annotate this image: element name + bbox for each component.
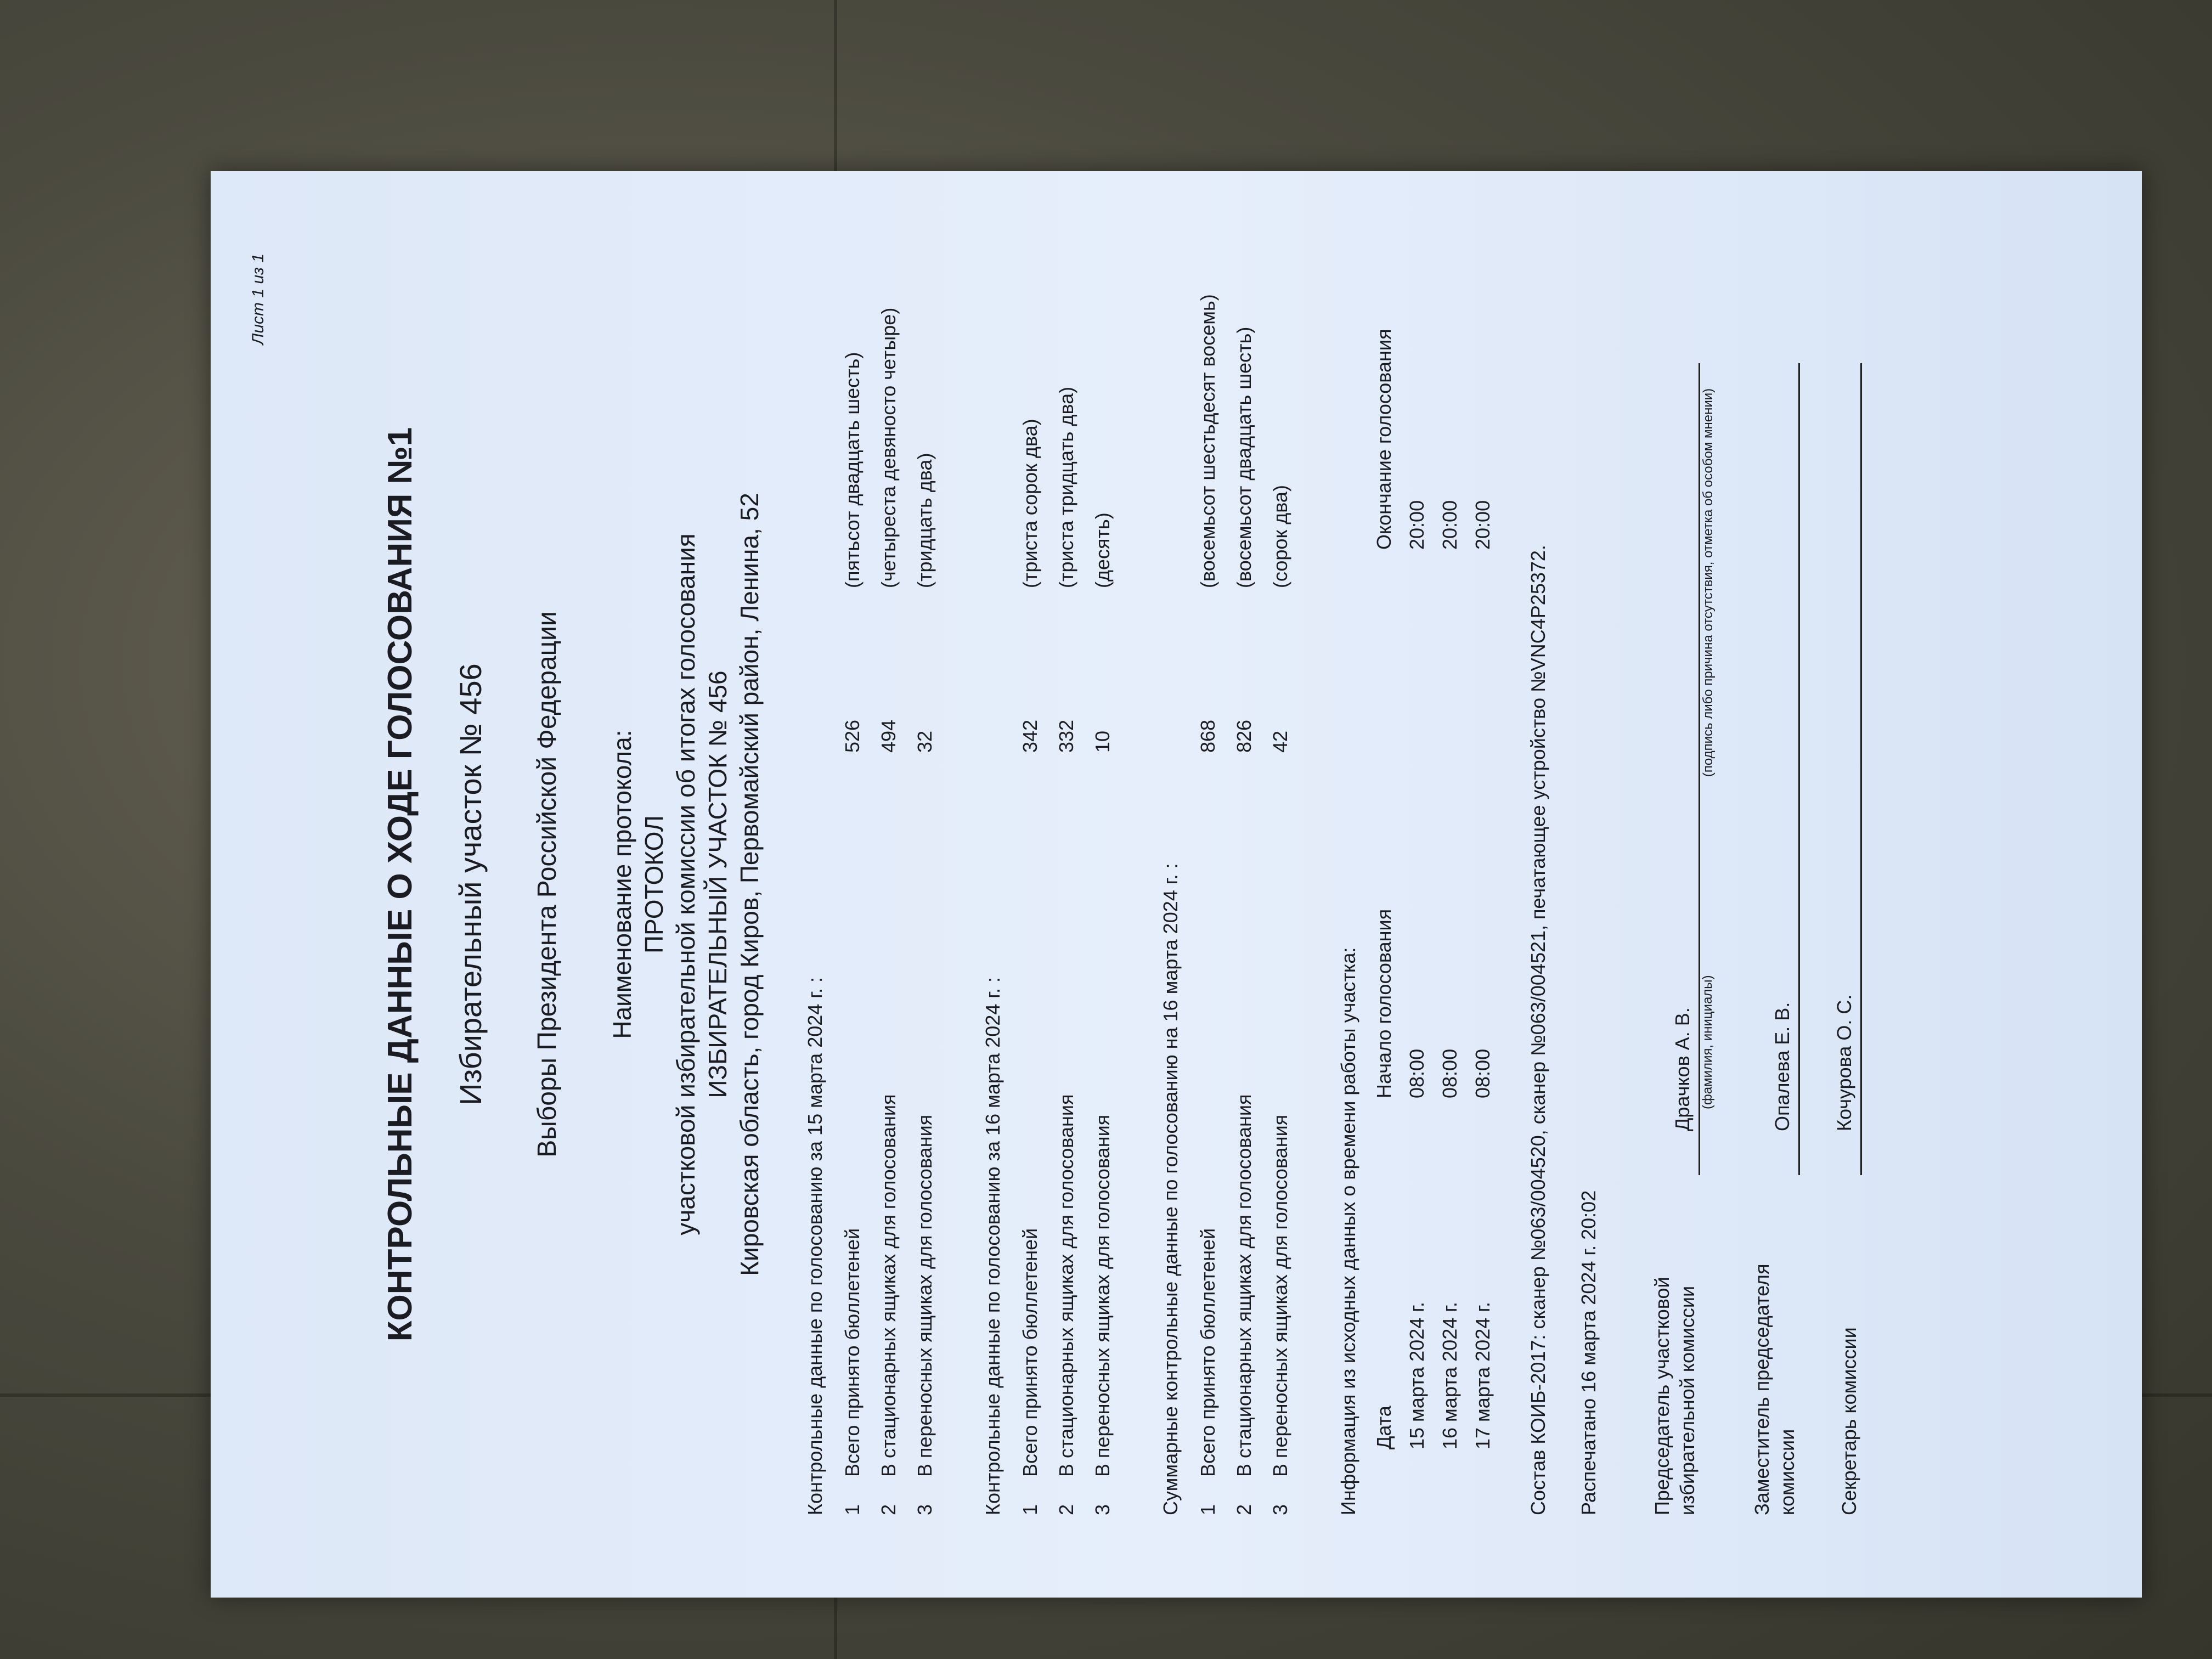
column-header: Начало голосования	[1373, 909, 1395, 1098]
signature-row	[1833, 253, 1862, 1515]
control-section	[981, 253, 1121, 1515]
protocol-line: Кировская область, город Киров, Первомайский район, Ленина, 52	[735, 493, 764, 1276]
row-label: В переносных ящиках для голосования	[913, 1114, 936, 1477]
column-header: Дата	[1373, 1406, 1395, 1449]
row-label: Всего принято бюллетеней	[1019, 1228, 1041, 1477]
row-label: В стационарных ящиках для голосования	[1055, 1094, 1077, 1477]
signature-name: Кочурова О. С.	[1833, 802, 1862, 1175]
row-value-words: (тридцать два)	[913, 453, 936, 588]
protocol-line: Наименование протокола:	[608, 730, 636, 1039]
table-cell: 15 марта 2024 г.	[1406, 1302, 1428, 1449]
table-row	[1466, 253, 1499, 1515]
election-name: Выборы Президента Российской Федерации	[533, 611, 562, 1158]
table-header-row	[1368, 253, 1401, 1515]
data-row	[907, 253, 943, 1515]
table-row	[1434, 253, 1466, 1515]
row-value: 332	[1055, 719, 1077, 753]
row-value-words: (восемьсот шестьдесят восемь)	[1197, 294, 1219, 588]
working-time-section	[1337, 253, 1499, 1515]
row-number: 1	[1019, 1504, 1041, 1515]
signature-name: Опалева Е. В.	[1771, 802, 1800, 1175]
row-value-words: (триста тридцать два)	[1055, 386, 1077, 588]
row-number: 2	[1233, 1504, 1255, 1515]
row-value: 342	[1019, 719, 1041, 753]
signature-role: Секретарь комиссии	[1838, 1327, 1860, 1515]
row-value-words: (пятьсот двадцать шесть)	[841, 352, 864, 588]
data-row	[834, 253, 871, 1515]
table-cell: 20:00	[1406, 500, 1428, 550]
data-row	[1262, 253, 1299, 1515]
protocol-line: ПРОТОКОЛ	[640, 815, 668, 954]
row-label: Всего принято бюллетеней	[1197, 1228, 1219, 1477]
row-number: 3	[1091, 1504, 1114, 1515]
row-number: 3	[913, 1504, 936, 1515]
table-cell: 20:00	[1438, 500, 1461, 550]
signature-hints	[1700, 253, 1717, 1515]
hint-name: (фамилия, инициалы)	[1700, 975, 1715, 1109]
signature-line	[1771, 363, 1800, 802]
column-header: Окончание голосования	[1373, 329, 1395, 550]
row-value: 32	[913, 730, 936, 753]
data-row	[1190, 253, 1226, 1515]
section-title: Контрольные данные по голосованию за 16 марта 2024 г. :	[981, 977, 1004, 1515]
row-value: 526	[841, 719, 864, 753]
table-cell: 16 марта 2024 г.	[1438, 1302, 1461, 1449]
control-section	[804, 253, 943, 1515]
row-value: 826	[1233, 719, 1255, 753]
row-number: 3	[1269, 1504, 1291, 1515]
row-label: В переносных ящиках для голосования	[1091, 1114, 1114, 1477]
section-title: Информация из исходных данных о времени работы участка:	[1337, 947, 1359, 1515]
data-row	[1226, 253, 1262, 1515]
signatures-block	[1650, 253, 1862, 1515]
signature-row	[1750, 253, 1800, 1515]
row-value-words: (восемьсот двадцать шесть)	[1233, 326, 1255, 588]
row-value-words: (сорок два)	[1269, 485, 1291, 588]
sheet-number: Лист 1 из 1	[249, 253, 267, 345]
row-number: 2	[1055, 1504, 1077, 1515]
printed-timestamp: Распечатано 16 марта 2024 г. 20:02	[1577, 1190, 1600, 1515]
signature-role: Председатель участковой избирательной комиссии	[1651, 1277, 1699, 1515]
section-title: Контрольные данные по голосованию за 15 марта 2024 г. :	[804, 977, 826, 1515]
protocol-name-block	[606, 253, 765, 1515]
row-value-words: (четыреста девяносто четыре)	[877, 307, 900, 588]
protocol-sheet	[211, 171, 2142, 1598]
signature-line	[1671, 363, 1700, 802]
protocol-line: ИЗБИРАТЕЛЬНЫЙ УЧАСТОК № 456	[703, 670, 732, 1098]
row-label: Всего принято бюллетеней	[841, 1228, 864, 1477]
signature-row	[1650, 253, 1700, 1515]
koib-composition: Состав КОИБ-2017: сканер №063/004520, сканер №063/004521, печатающее устройство №VNC4P25372.	[1527, 545, 1549, 1515]
row-number: 1	[1197, 1504, 1219, 1515]
data-row	[1048, 253, 1085, 1515]
data-row	[1012, 253, 1048, 1515]
signature-line	[1833, 363, 1862, 802]
row-label: В переносных ящиках для голосования	[1269, 1114, 1291, 1477]
precinct-heading: Избирательный участок № 456	[453, 663, 488, 1105]
row-number: 2	[877, 1504, 900, 1515]
data-row	[871, 253, 907, 1515]
row-number: 1	[841, 1504, 864, 1515]
row-label: В стационарных ящиках для голосования	[877, 1094, 900, 1477]
row-value-words: (триста сорок два)	[1019, 419, 1041, 588]
row-value: 494	[877, 719, 900, 753]
table-cell: 17 марта 2024 г.	[1471, 1302, 1494, 1449]
section-title: Суммарные контрольные данные по голосованию на 16 марта 2024 г. :	[1159, 863, 1182, 1515]
document-title: КОНТРОЛЬНЫЕ ДАННЫЕ О ХОДЕ ГОЛОСОВАНИЯ №1	[381, 427, 419, 1342]
signature-role: Заместитель председателя комиссии	[1751, 1263, 1798, 1515]
row-value: 868	[1197, 719, 1219, 753]
row-value: 42	[1269, 730, 1291, 753]
protocol-line: участковой избирательной комиссии об итогах голосования	[672, 533, 700, 1235]
row-value: 10	[1091, 730, 1114, 753]
working-time-table	[1368, 253, 1499, 1515]
table-cell: 08:00	[1406, 1048, 1428, 1098]
control-section	[1159, 253, 1299, 1515]
row-value-words: (десять)	[1091, 512, 1114, 588]
table-cell: 20:00	[1471, 500, 1494, 550]
table-row	[1401, 253, 1434, 1515]
hint-signature: (подпись либо причина отсутствия, отметка об особом мнении)	[1701, 388, 1716, 777]
data-row	[1085, 253, 1121, 1515]
row-label: В стационарных ящиках для голосования	[1233, 1094, 1255, 1477]
table-cell: 08:00	[1438, 1048, 1461, 1098]
signature-name: Драчков А. В.	[1671, 802, 1700, 1175]
table-cell: 08:00	[1471, 1048, 1494, 1098]
